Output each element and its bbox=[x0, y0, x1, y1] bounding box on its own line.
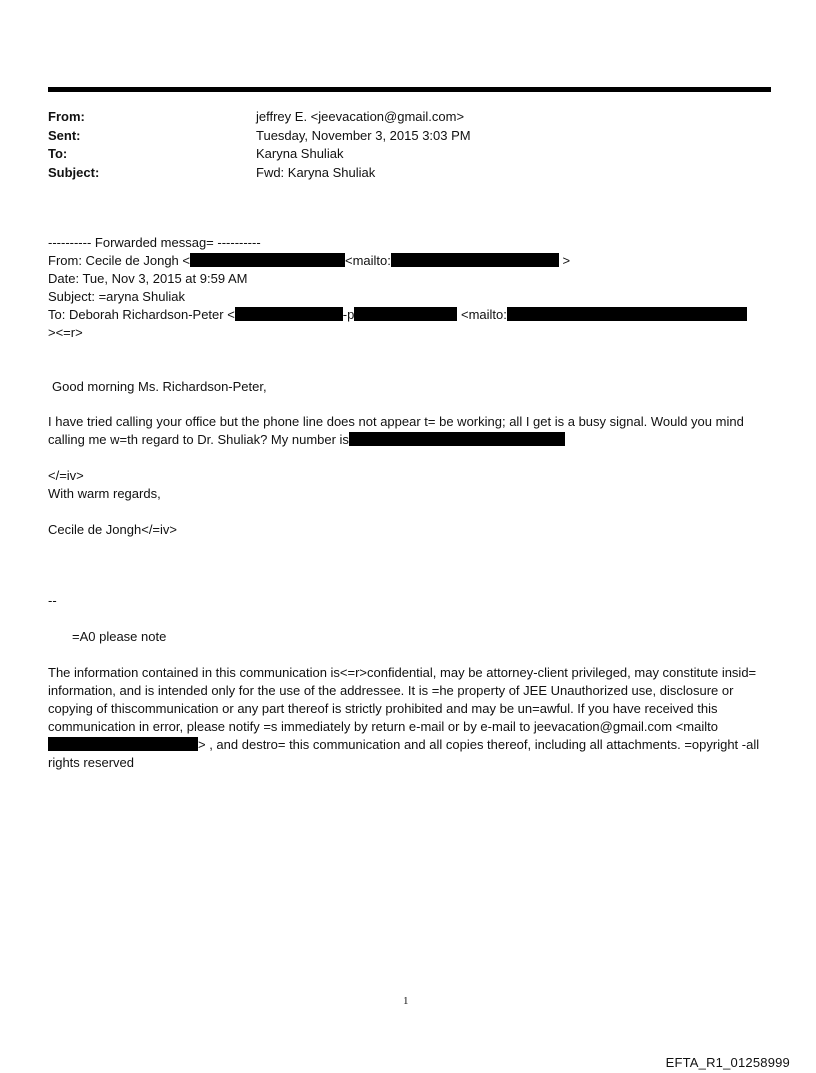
subject-label: Subject: bbox=[48, 164, 100, 180]
please-note: =A0 please note bbox=[72, 629, 167, 644]
redaction-block bbox=[235, 307, 343, 321]
forward-from-mailto: <mailto: bbox=[344, 253, 391, 268]
sent-row bbox=[48, 127, 748, 146]
from-row bbox=[48, 108, 748, 127]
forward-from-line bbox=[48, 252, 570, 270]
signature-dashes: -- bbox=[48, 593, 57, 608]
body-paragraph-text: I have tried calling your office but the phone line does not appear t= be working; all I get is a busy signal. Would you mind calling me w=th regard to Dr. Shuliak? My number is bbox=[48, 414, 744, 447]
forward-from-prefix: From: Cecile de Jongh < bbox=[48, 253, 190, 268]
subject-row bbox=[48, 164, 748, 183]
to-row bbox=[48, 145, 748, 164]
forward-to-mailto: <mailto: bbox=[460, 307, 507, 322]
sent-label: Sent: bbox=[48, 127, 81, 143]
disclaimer bbox=[48, 664, 768, 772]
greeting: Good morning Ms. Richardson-Peter, bbox=[52, 379, 267, 394]
redaction-block bbox=[48, 737, 198, 751]
forward-date-line: Date: Tue, Nov 3, 2015 at 9:59 AM bbox=[48, 271, 248, 286]
subject-value: Fwd: Karyna Shuliak bbox=[256, 164, 376, 180]
top-rule bbox=[48, 87, 771, 92]
forward-to-tail: ><=r> bbox=[48, 325, 83, 340]
disclaimer-text: The information contained in this communication is<=r>confidential, may be attorney-client privileged, may constitute insid= information, and is intended only for the use of the addressee. It is =he property of JEE Unauthorized use, disclosure or copying of thiscommunication or any part thereof is strictly prohibited and may be un=awful. If you have received this communication in error, please notify =s immediately by return e-mail or by e-mail to jeevacation@gmail.com <mailto bbox=[48, 665, 757, 734]
sent-value: Tuesday, November 3, 2015 3:03 PM bbox=[256, 127, 471, 143]
div-close-tag: </=iv> bbox=[48, 468, 84, 483]
forward-to-line bbox=[48, 306, 747, 324]
from-value: jeffrey E. <jeevacation@gmail.com> bbox=[256, 109, 465, 124]
forward-subject-line: Subject: =aryna Shuliak bbox=[48, 289, 185, 304]
forward-to-mid: -p bbox=[342, 307, 355, 322]
page-number: 1 bbox=[403, 995, 409, 1007]
forward-from-end: > bbox=[562, 253, 571, 268]
to-value: Karyna Shuliak bbox=[256, 146, 344, 161]
disclaimer-text-end: > , and destro= this communication and all copies thereof, including all attachments. =opyright -all rights reserved bbox=[48, 737, 760, 770]
redaction-block bbox=[349, 432, 565, 446]
body-paragraph bbox=[48, 413, 768, 449]
signature: Cecile de Jongh</=iv> bbox=[48, 522, 178, 537]
regards: With warm regards, bbox=[48, 486, 161, 501]
forward-to-prefix: To: Deborah Richardson-Peter < bbox=[48, 307, 235, 322]
email-header bbox=[48, 108, 748, 182]
redaction-block bbox=[354, 307, 457, 321]
redaction-block bbox=[507, 307, 747, 321]
document-id: EFTA_R1_01258999 bbox=[665, 1055, 790, 1070]
redaction-block bbox=[190, 253, 345, 267]
from-label: From: bbox=[48, 109, 85, 124]
to-label: To: bbox=[48, 146, 68, 161]
forward-separator: ---------- Forwarded messag= ---------- bbox=[48, 235, 261, 250]
redaction-block bbox=[391, 253, 559, 267]
